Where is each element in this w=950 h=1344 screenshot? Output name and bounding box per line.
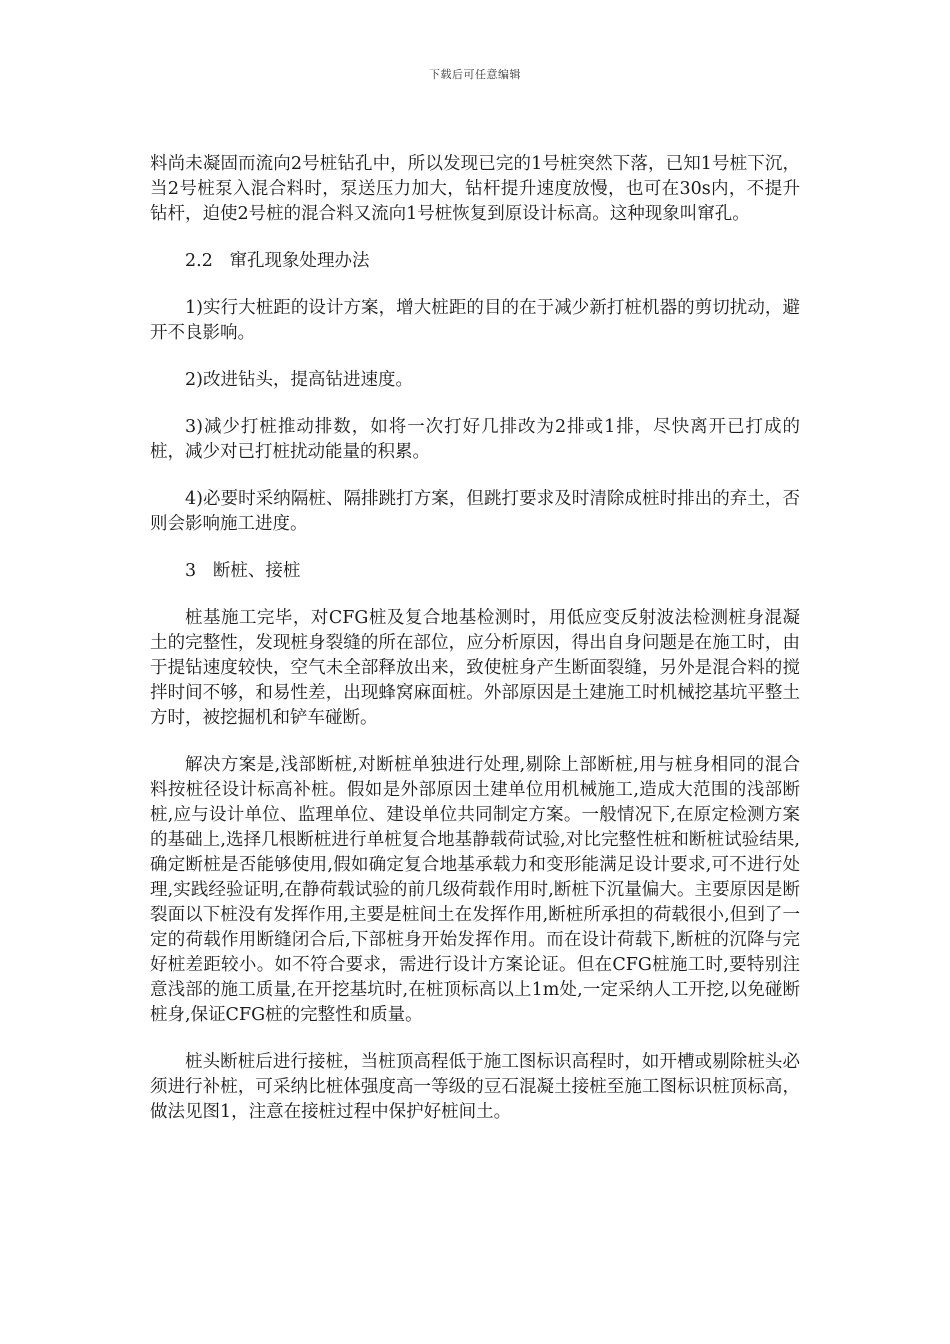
paragraph-pile-extension: 桩头断桩后进行接桩，当桩顶高程低于施工图标识高程时，如开槽或剔除桩头必须进行补桩，可采纳比桩体强度高一等级的豆石混凝土接桩至施工图标识桩顶标高，做法见图1，注意在接桩过程中保护好桩间土。 — [150, 1052, 800, 1122]
section-heading-3: 3 断桩、接桩 — [185, 561, 301, 581]
paragraph-solution: 解决方案是,浅部断桩,对断桩单独进行处理,剔除上部断桩,用与桩身相同的混合料按桩径设计标高补桩。假如是外部原因土建单位用机械施工,造成大范围的浅部断桩,应与设计单位、监理单位、建设单位共同制定方案。一般情况下,在原定检测方案的基础上,选择几根断桩进行单桩复合地基静载荷试验,对比完整性桩和断桩试验结果,确定断桩是否能够使用,假如确定复合地基承载力和变形能满足设计要求,可不进行处理,实践经验证明,在静荷载试验的前几级荷载作用时,断桩下沉量偏大。主要原因是断裂面以下桩没有发挥作用,主要是桩间土在发挥作用,断桩所承担的荷载很小,但到了一定的荷载作用断缝闭合后,下部桩身开始发挥作用。而在设计荷载下,断桩的沉降与完好桩差距较小。如不符合要求，需进行设计方案论证。但在CFG桩施工时,要特别注意浅部的施工质量,在开挖基坑时,在桩顶标高以上1m处,一定采纳人工开挖,以免碰断桩身,保证CFG桩的完整性和质量。 — [150, 755, 800, 1025]
list-item-2: 2)改进钻头，提高钻进速度。 — [185, 370, 413, 390]
list-item-1: 1)实行大桩距的设计方案，增大桩距的目的在于减少新打桩机器的剪切扰动，避开不良影响。 — [150, 298, 800, 343]
paragraph-continued: 料尚未凝固而流向2号桩钻孔中，所以发现已完的1号桩突然下落，已知1号桩下沉，当2号桩泵入混合料时，泵送压力加大，钻杆提升速度放慢，也可在30s内，不提升钻杆，迫使2号桩的混合料又流向1号桩恢复到原设计标高。这种现象叫窜孔。 — [150, 154, 800, 224]
paragraph-broken-pile-causes: 桩基施工完毕，对CFG桩及复合地基检测时，用低应变反射波法检测桩身混凝土的完整性，发现桩身裂缝的所在部位，应分析原因，得出自身问题是在施工时，由于提钻速度较快，空气未全部释放出来，致使桩身产生断面裂缝，另外是混合料的搅拌时间不够，和易性差，出现蜂窝麻面桩。外部原因是土建施工时机械挖基坑平整土方时，被挖掘机和铲车碰断。 — [150, 608, 800, 728]
section-heading-2-2: 2.2 窜孔现象处理办法 — [185, 251, 370, 271]
list-item-4: 4)必要时采纳隔桩、隔排跳打方案，但跳打要求及时清除成桩时排出的弃土，否则会影响施工进度。 — [150, 489, 800, 534]
list-item-3: 3)减少打桩推动排数，如将一次打好几排改为2排或1排，尽快离开已打成的桩，减少对已打桩扰动能量的积累。 — [150, 417, 800, 462]
document-body — [150, 152, 800, 1147]
page-header-note: 下载后可任意编辑 — [429, 68, 521, 81]
